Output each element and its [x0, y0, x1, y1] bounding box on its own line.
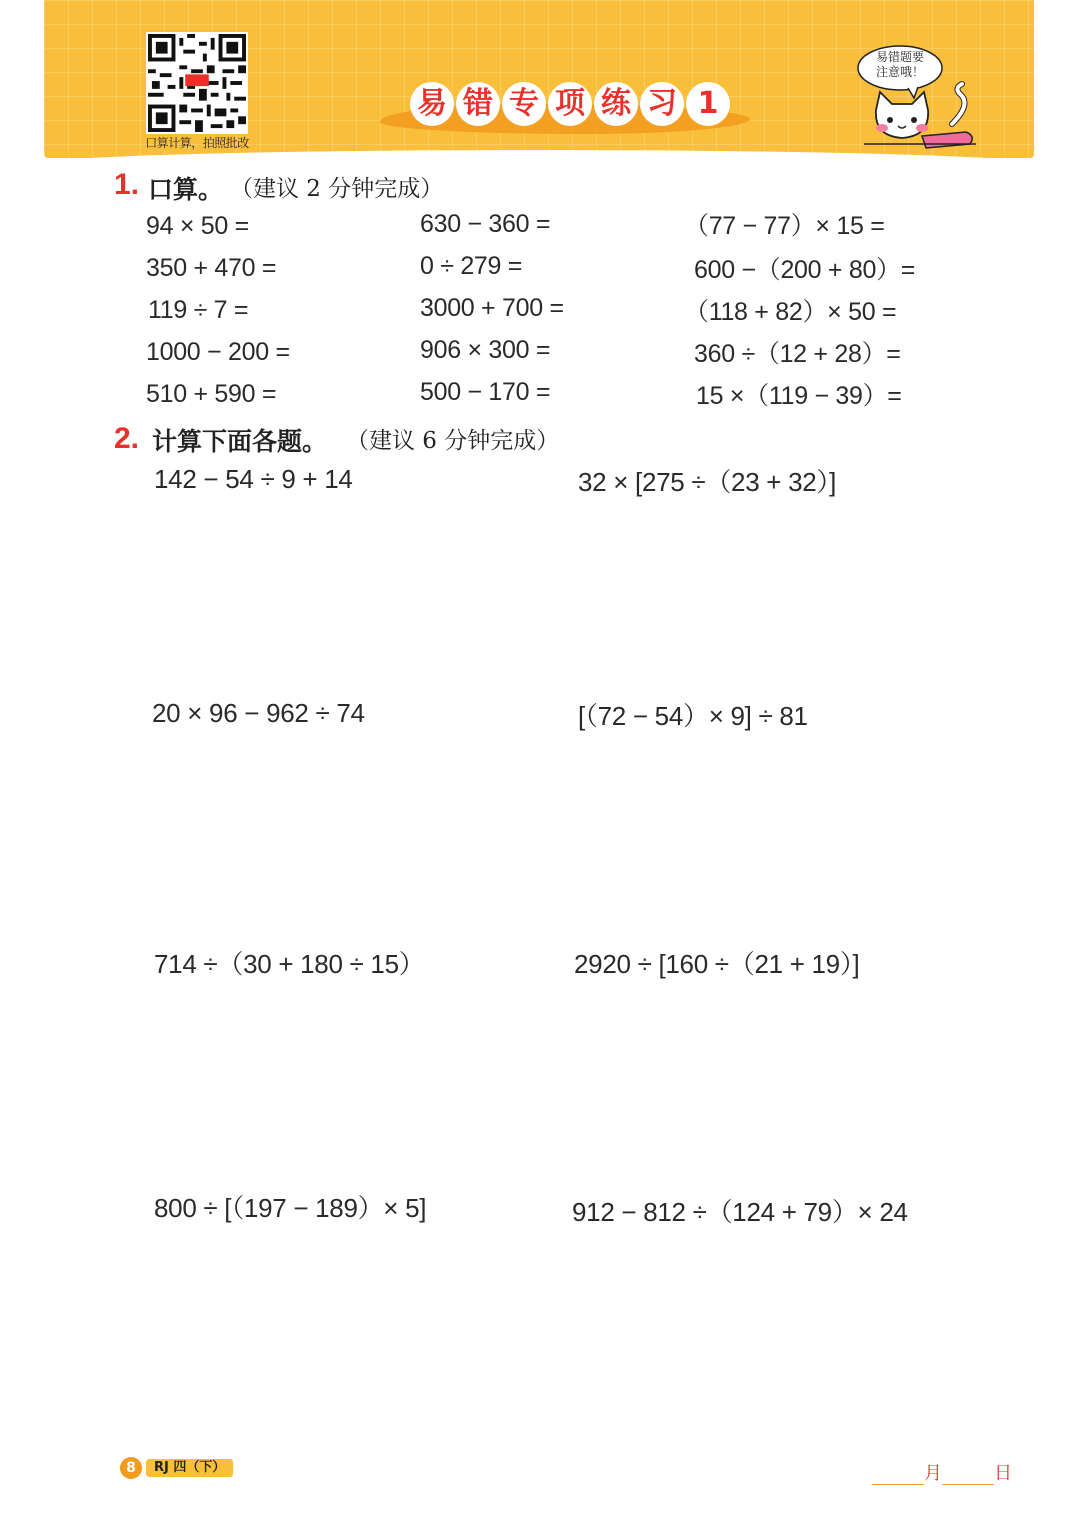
oral-calc-item: 360 ÷（12 + 28）=: [694, 340, 901, 368]
page-number: 8: [120, 1457, 142, 1479]
calc-problem: 20 × 96 − 962 ÷ 74: [152, 698, 365, 728]
calc-problem: 714 ÷（30 + 180 ÷ 15）: [154, 949, 425, 979]
section2-title: 计算下面各题。: [152, 427, 328, 456]
oral-calc-item: 906 × 300 =: [420, 336, 551, 364]
oral-calc-item: 3000 + 700 =: [420, 294, 564, 322]
oral-calc-item: 15 ×（119 − 39）=: [696, 382, 902, 410]
oral-calc-item: 500 − 170 =: [420, 378, 551, 406]
title-char: 1: [688, 84, 728, 124]
section2-hint: （建议 6 分钟完成）: [346, 428, 560, 454]
title-char: 易: [412, 84, 452, 124]
day-blank[interactable]: [942, 1464, 994, 1485]
section1-hint: （建议 2 分钟完成）: [230, 176, 444, 202]
title-char: 错: [458, 84, 498, 124]
page-title: [400, 84, 740, 132]
oral-calc-item: 94 × 50 =: [146, 212, 249, 240]
page-badge: [120, 1457, 233, 1479]
calc-problem: 2920 ÷ [160 ÷（21 + 19）]: [574, 949, 860, 979]
book-code: RJ 四（下）: [146, 1459, 233, 1477]
oral-calc-item: 1000 − 200 =: [146, 338, 290, 366]
day-label: 日: [994, 1463, 1012, 1484]
oral-calc-item: 0 ÷ 279 =: [420, 252, 523, 280]
title-char: 习: [642, 84, 682, 124]
section1-title: 口算。: [148, 175, 224, 204]
calc-problem: 800 ÷ [（197 − 189）× 5]: [154, 1193, 427, 1223]
oral-calc-item: 510 + 590 =: [146, 380, 277, 408]
calc-problem: 32 × [275 ÷（23 + 32）]: [578, 467, 837, 497]
title-char: 练: [596, 84, 636, 124]
oral-calc-item: 119 ÷ 7 =: [148, 296, 249, 324]
month-blank[interactable]: [872, 1464, 924, 1485]
oral-calc-item: 630 − 360 =: [420, 210, 551, 238]
date-fill-line: [872, 1459, 1012, 1485]
oral-calc-item: 600 −（200 + 80）=: [694, 256, 916, 284]
oral-calc-item: 350 + 470 =: [146, 254, 277, 282]
section1-number: 1.: [114, 168, 140, 201]
calc-problem: [（72 − 54）× 9] ÷ 81: [578, 701, 808, 731]
section2-number: 2.: [114, 422, 140, 455]
title-char: 专: [504, 84, 544, 124]
qr-code-icon[interactable]: [146, 32, 248, 134]
mascot-bubble-text: 易错题要 注意哦！: [875, 50, 924, 79]
qr-caption: 口算计算，拍照批改: [145, 136, 249, 150]
calc-problem: 912 − 812 ÷（124 + 79）× 24: [572, 1197, 908, 1227]
calc-problem: 142 − 54 ÷ 9 + 14: [154, 464, 353, 494]
oral-calc-item: （118 + 82）× 50 =: [684, 298, 897, 326]
oral-calc-item: （77 − 77）× 15 =: [684, 212, 885, 240]
month-label: 月: [924, 1463, 942, 1484]
title-char: 项: [550, 84, 590, 124]
